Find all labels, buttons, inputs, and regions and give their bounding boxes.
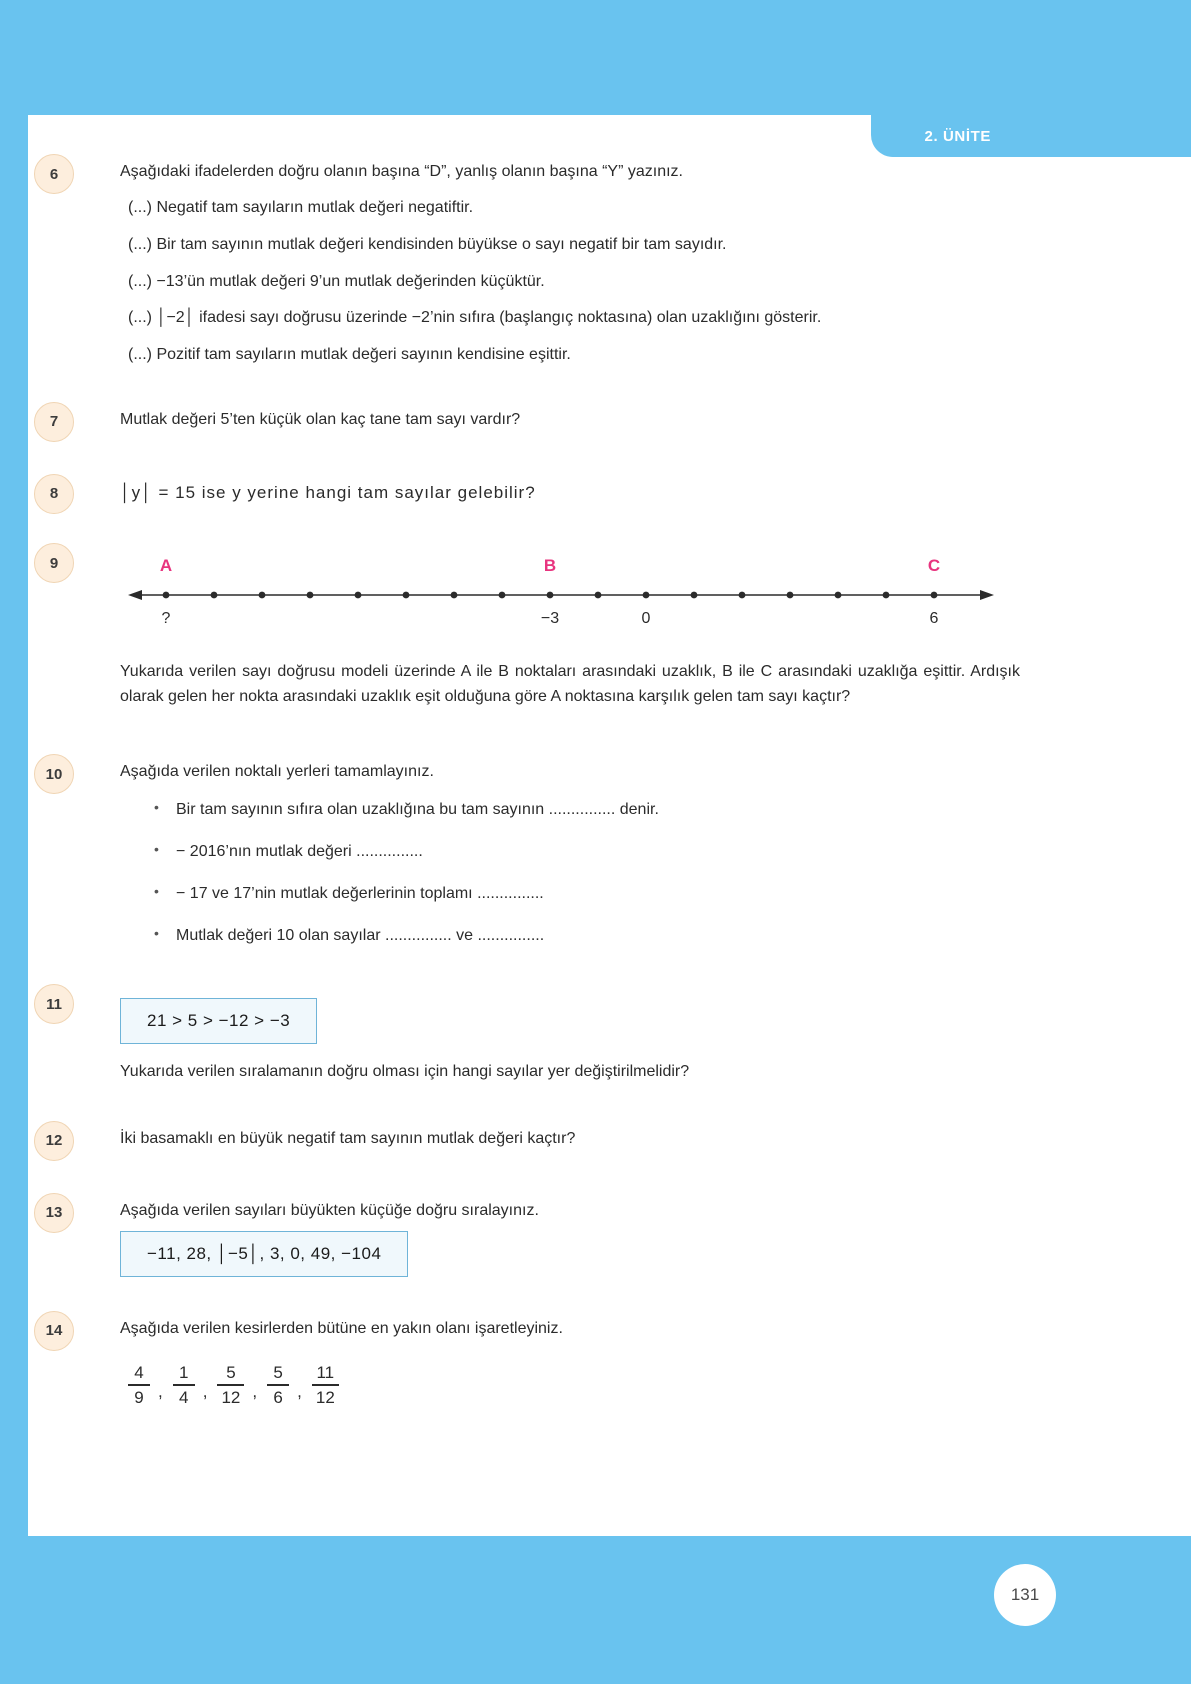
- fraction-separator: ,: [252, 1382, 258, 1402]
- question-prompt: İki basamaklı en büyük negatif tam sayının mutlak değeri kaçtır?: [120, 1129, 576, 1147]
- number-line-figure: [126, 549, 1020, 644]
- question-8: [49, 480, 1020, 506]
- fraction-option-1[interactable]: [128, 1363, 150, 1408]
- question-12: [45, 1127, 1020, 1151]
- question-number-badge: 11: [34, 984, 74, 1024]
- fraction-separator: ,: [202, 1382, 208, 1402]
- svg-text:C: C: [927, 556, 941, 576]
- page-number-badge: 131: [994, 1564, 1056, 1626]
- question-prompt: Aşağıda verilen kesirlerden bütüne en yakın olanı işaretleyiniz.: [120, 1319, 563, 1337]
- fraction-option-3[interactable]: [217, 1363, 244, 1408]
- question-number-badge: 7: [34, 402, 74, 442]
- question-prompt: Mutlak değeri 5’ten küçük olan kaç tane tam sayı vardır?: [120, 410, 521, 428]
- fraction-numerator: 4: [134, 1362, 144, 1382]
- fraction-denominator: 12: [221, 1387, 241, 1407]
- fill-in-item-2[interactable]: • − 2016’nın mutlak değeri ...............: [154, 840, 1020, 864]
- statement-item-1[interactable]: (...) Negatif tam sayıların mutlak değeri negatiftir.: [128, 199, 474, 216]
- left-color-band: [0, 0, 28, 1684]
- question-number-badge: 6: [34, 154, 74, 194]
- question-prompt: Aşağıdaki ifadelerden doğru olanın başına “D”, yanlış olanın başına “Y” yazınız.: [120, 163, 683, 180]
- question-7: [49, 408, 1020, 432]
- question-number-badge: 10: [34, 754, 74, 794]
- unit-tab: [871, 115, 1191, 157]
- fraction-separator: ,: [297, 1382, 302, 1402]
- question-prompt: Aşağıda verilen sayıları büyükten küçüğe doğru sıralayınız.: [120, 1201, 539, 1219]
- question-number-badge: 13: [34, 1193, 74, 1233]
- question-14: [45, 1317, 1020, 1408]
- svg-text:0: 0: [641, 610, 651, 628]
- inequality-box: 21 > 5 > −12 > −3: [120, 998, 317, 1044]
- question-13: [45, 1199, 1020, 1277]
- svg-text:B: B: [543, 556, 557, 576]
- question-9: [49, 549, 1020, 710]
- fill-in-item-3[interactable]: • − 17 ve 17’nin mutlak değerlerinin toplamı ...............: [154, 882, 1020, 906]
- question-10: [45, 760, 1020, 948]
- number-set-box: −11, 28, │−5│, 3, 0, 49, −104: [120, 1231, 408, 1277]
- fraction-bar: [312, 1384, 339, 1386]
- statement-item-5[interactable]: (...) Pozitif tam sayıların mutlak değeri sayının kendisine eşittir.: [128, 346, 571, 364]
- unit-label: 2. ÜNİTE: [924, 127, 991, 145]
- fraction-denominator: 6: [273, 1387, 283, 1407]
- question-paragraph: Yukarıda verilen sayı doğrusu modeli üzerinde A ile B noktaları arasındaki uzaklık, B ile C arasındaki uzaklığa eşittir. Ardışık olarak gelen her nokta arasındaki uzaklık eşit olduğuna göre A noktasına karşılık gelen tam sayı kaçtır?: [120, 663, 1020, 706]
- question-prompt: Yukarıda verilen sıralamanın doğru olması için hangi sayılar yer değiştirilmelidir?: [120, 1063, 690, 1081]
- fraction-numerator: 1: [179, 1362, 189, 1382]
- question-number-badge: 14: [34, 1311, 74, 1351]
- fill-in-item-4[interactable]: • Mutlak değeri 10 olan sayılar ............... ve ...............: [154, 924, 1020, 948]
- fill-in-item-1[interactable]: • Bir tam sayının sıfıra olan uzaklığına bu tam sayının ............... denir.: [154, 798, 1020, 822]
- fraction-option-2[interactable]: [173, 1363, 195, 1408]
- fill-in-list: [154, 798, 1020, 948]
- question-11: [46, 990, 1020, 1085]
- statement-item-3[interactable]: (...) −13’ün mutlak değeri 9’un mutlak değerinden küçüktür.: [128, 272, 545, 290]
- fraction-bar: [173, 1384, 195, 1386]
- fraction-denominator: 4: [179, 1387, 189, 1407]
- statement-item-2[interactable]: (...) Bir tam sayının mutlak değeri kendisinden büyükse o sayı negatif bir tam sayıdır.: [128, 235, 727, 253]
- question-prompt: │y│ = 15 ise y yerine hangi tam sayılar gelebilir?: [120, 482, 536, 502]
- svg-text:?: ?: [161, 610, 171, 628]
- fraction-row: [124, 1363, 1020, 1408]
- fraction-bar: [217, 1384, 244, 1386]
- fraction-numerator: 11: [316, 1362, 335, 1382]
- fraction-bar: [128, 1384, 150, 1386]
- fraction-numerator: 5: [273, 1362, 283, 1382]
- fraction-option-5[interactable]: [312, 1363, 339, 1408]
- question-number-badge: 12: [34, 1121, 74, 1161]
- questions-container: [45, 160, 1020, 1429]
- svg-text:−3: −3: [540, 610, 560, 628]
- svg-text:A: A: [159, 556, 173, 576]
- number-line-svg: [126, 549, 996, 641]
- fraction-numerator: 5: [226, 1362, 236, 1382]
- question-number-badge: 9: [34, 543, 74, 583]
- svg-text:6: 6: [929, 610, 939, 628]
- fraction-separator: ,: [158, 1382, 163, 1402]
- fraction-denominator: 9: [134, 1387, 144, 1407]
- fraction-bar: [267, 1384, 289, 1386]
- question-prompt: Aşağıda verilen noktalı yerleri tamamlayınız.: [120, 763, 434, 781]
- fraction-option-4[interactable]: [267, 1363, 289, 1408]
- question-number-badge: 8: [34, 474, 74, 514]
- question-6: [49, 160, 1020, 368]
- fraction-denominator: 12: [315, 1387, 335, 1407]
- top-color-band: [0, 0, 1191, 115]
- statement-item-4[interactable]: (...) │−2│ ifadesi sayı doğrusu üzerinde −2’nin sıfıra (başlangıç noktasına) olan uzaklığını gösterir.: [128, 309, 822, 327]
